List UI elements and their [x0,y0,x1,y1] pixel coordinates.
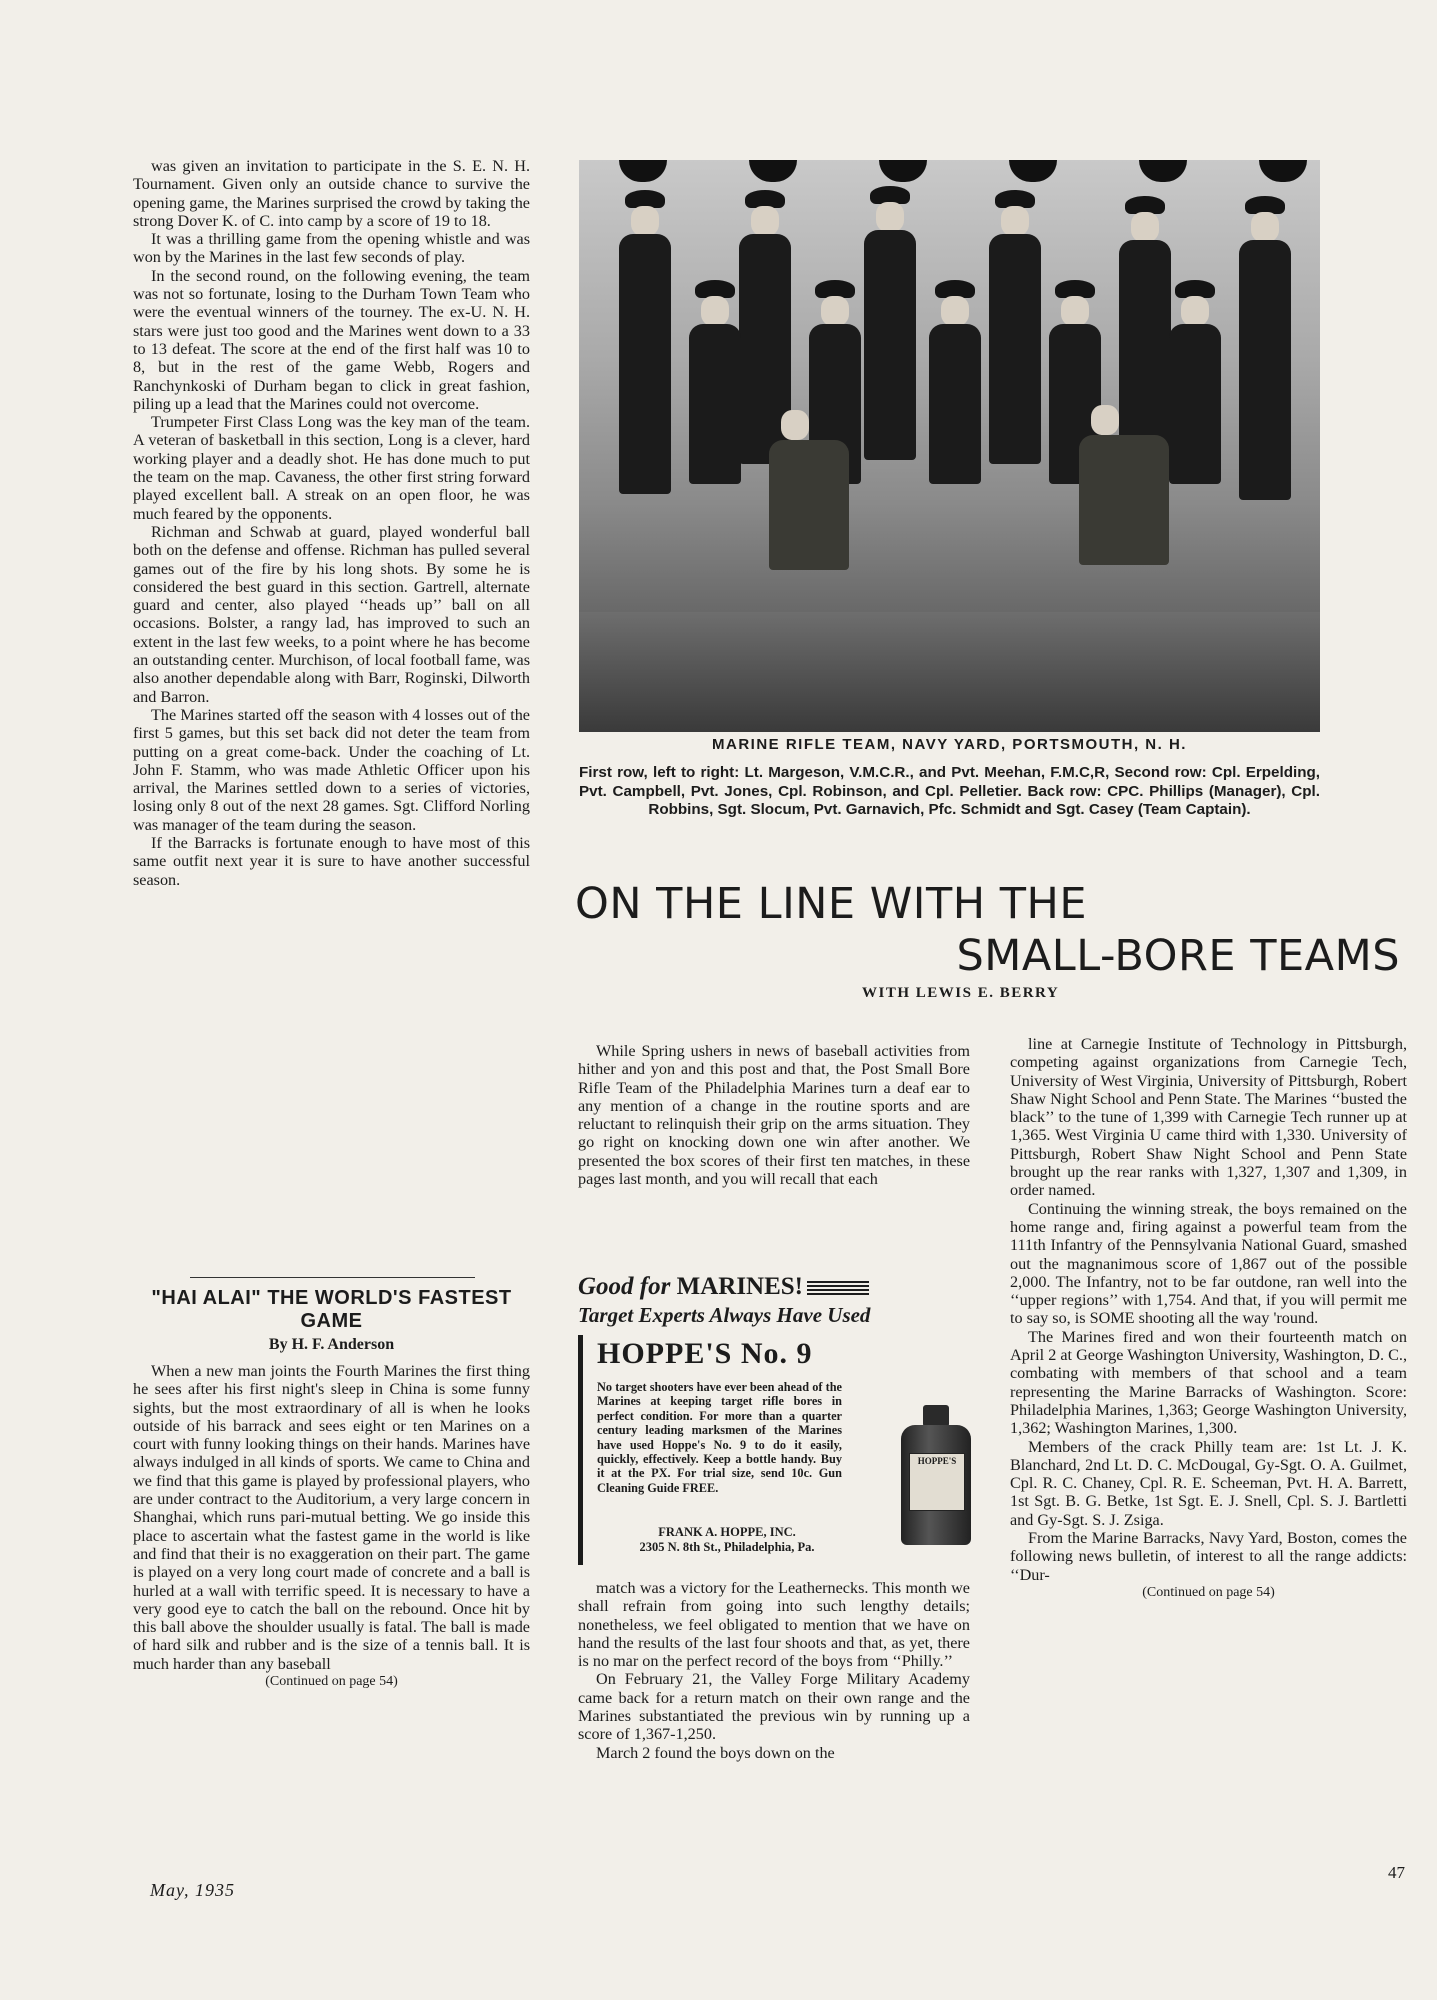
bottle-label: HOPPE'S [909,1453,965,1511]
ad-headline-prefix: Good for [578,1273,671,1300]
ad-headline-marines: MARINES! [676,1273,804,1300]
article-middle-column-bottom [578,1579,970,1849]
left-column-article [133,157,530,1257]
continued-note: (Continued on page 54) [1142,1584,1275,1600]
page-number: 47 [1388,1863,1405,1882]
bottle-icon [901,1405,971,1545]
section-divider [190,1277,475,1278]
ad-product-name: HOPPE'S No. 9 [597,1337,813,1370]
hai-alai-byline: By H. F. Anderson [268,1336,395,1353]
paragraph: While Spring ushers in news of baseball activities from hither and yon and this post and that, the Post Small Bore Rifle Team of the Philadelphia Marines turn a deaf ear to any mention of a change in the routine sports and are reluctant to relinquish their grip on the arms situation. They go right on knocking down one win after another. We presented the box scores of their first ten matches, in these pages last month, and you will recall that each [578,1042,970,1189]
ceiling-lamp-icon [749,160,797,182]
rifle-team-photo [579,160,1320,732]
ad-company: FRANK A. HOPPE, INC. [658,1525,796,1539]
ceiling-lamp-icon [619,160,667,182]
paragraph: Members of the crack Philly team are: 1st Lt. J. K. Blanchard, 2nd Lt. D. C. McDougal, Gy-Sgt. O. A. Guilmet, Cpl. R. C. Chaney, Cpl. R. E. Scheeman, Pvt. H. A. Barrett, 1st Sgt. B. G. Betke, 1st Sgt. E. J. Snell, Cpl. S. J. Bartletti and Gy-Sgt. S. J. Zsiga. [1010,1437,1407,1529]
paragraph: In the second round, on the following evening, the team was not so fortunate, losing to the Durham Town Team who were the eventual winners of the tourney. The ex-U. N. H. stars were just too good and the Marines went down to a 33 to 13 defeat. The score at the end of the first half was 10 to 8, but in the rest of the game Webb, Rogers and Ranchynkoski of Durham began to click in great fashion, piling up a lead that the Marines could not overcome. [133,266,530,413]
article-headline-line1: ON THE LINE WITH THE [575,879,1087,929]
paragraph: The Marines started off the season with 4 losses out of the first 5 games, but this set back did not deter the team from putting on a great come-back. Under the coaching of Lt. John F. Stamm, who was made Athletic Officer upon his arrival, the Marines settled down to a series of victories, losing only 8 out of the next 28 games. Sgt. Clifford Norling was manager of the team during the season. [133,705,530,834]
paragraph: From the Marine Barracks, Navy Yard, Boston, comes the following news bulletin, of interest to all the range addicts: ‘‘Dur- [1010,1529,1407,1584]
paragraph: Continuing the winning streak, the boys remained on the home range and, firing against a powerful team from the 111th Infantry of the Pennsylvania National Guard, smashed out the magnanimous score of 1,867 out of the possible 2,000. The Infantry, not to be far outdone, ran well into the ‘‘upper regions’’ with 1,754. And that, if you will permit me to say so, is SOME shooting all the way 'round. [1010,1199,1407,1328]
ceiling-lamp-icon [1259,160,1307,182]
article-headline-line2: SMALL-BORE TEAMS [956,931,1400,981]
photo-names-caption: First row, left to right: Lt. Margeson, V.M.C.R., and Pvt. Meehan, F.M.C,R, Second row: Cpl. Erpelding, Pvt. Campbell, Pvt. Jones, Cpl. Robinson, and Cpl. Pelletier. Back row: CPC. Phillips (Manager), Cpl. Robbins, Sgt. Slocum, Pvt. Garnavich, Pfc. Schmidt and Sgt. Casey (Team Captain). [579,764,1320,819]
photo-caption: MARINE RIFLE TEAM, NAVY YARD, PORTSMOUTH, N. H. [712,736,1187,753]
ad-address: 2305 N. 8th St., Philadelphia, Pa. [639,1540,815,1554]
hoppes-advertisement [578,1273,973,1573]
photo-floor [579,612,1320,732]
continued-note: (Continued on page 54) [265,1674,398,1690]
article-byline: WITH LEWIS E. BERRY [862,985,1060,1001]
hai-alai-body [133,1362,530,1842]
paragraph: Richman and Schwab at guard, played wonderful ball both on the defense and offense. Richman has pulled several games out of the fire by his long shots. By some he is considered the best guard in this section. Gartrell, alternate guard and center, also played ‘‘heads up’’ ball on all occasions. Bolster, a rangy lad, has improved to such an extent in the last few weeks, to a point where he has become an outstanding center. Murchison, of local football fame, was also another dependable along with Barr, Roginski, Dilworth and Barron. [133,522,530,706]
ad-headline [578,1273,973,1301]
ad-rule-lines [807,1281,869,1295]
article-middle-column-top [578,1042,970,1256]
article-right-column [1010,1035,1407,1855]
ceiling-lamp-icon [879,160,927,182]
ad-body-text: No target shooters have ever been ahead of the Marines at keeping target rifle bores in perfect condition. For more than a quarter century leading marksmen of the Marines have used Hoppe's No. 9 to do it easily, quickly, effectively. Keep a bottle handy. Buy it at the PX. For trial size, send 10c. Gun Cleaning Guide FREE. [597,1380,842,1495]
hai-alai-title: "HAI ALAI" THE WORLD'S FASTEST GAME [151,1287,512,1332]
paragraph: line at Carnegie Institute of Technology in Pittsburgh, competing against organizations from Carnegie Tech, University of West Virginia, University of Pittsburgh, Robert Shaw Night School and Penn State. The Marines ‘‘busted the black’’ to the tune of 1,399 with Carnegie Tech runner up at 1,365. West Virginia U came third with 1,330. University of Pittsburgh, Robert Shaw Night School and Penn State brought up the rear ranks with 1,327, 1,307 and 1,309, in order named. [1010,1035,1407,1200]
paragraph: On February 21, the Valley Forge Military Academy came back for a return match on their own range and the Marines substantiated the previous win by running up a score of 1,367-1,250. [578,1670,970,1744]
paragraph: When a new man joints the Fourth Marines the first thing he sees after his first night's sleep in China is some funny sights, but the most extraordinary of all is when he looks outside of his barrack and sees eight or ten Marines on a court with funny looking things on their hands. Marines have always indulged in all kinds of sports. We came to China and we find that this game is played by professional players, who are under contract to the Auditorium, a very large concern in Shanghai, which runs pari-mutual betting. We go inside this place to ascertain what the fastest game in the world is like and find that their is no exaggeration on their part. The game is played on a very long court made of concrete and a ball is hurled at a wall with terrific speed. It is necessary to have a very good eye to catch the ball on the rebound. Once hit by this ball above the shoulder usually is fatal. The ball is made of hard silk and rubber and is the size of a tennis ball. It is much harder than any baseball [133,1362,530,1673]
footer-date: May, 1935 [150,1880,235,1900]
paragraph: Trumpeter First Class Long was the key man of the team. A veteran of basketball in this section, Long is a clever, hard working player and a deadly shot. He has done much to put the team on the map. Cavaness, the other first string forward played excellent ball. A streak on an open floor, he was much feared by the opponents. [133,413,530,523]
ad-box [578,1335,963,1565]
ceiling-lamp-icon [1139,160,1187,182]
paragraph: If the Barracks is fortunate enough to have most of this same outfit next year it is sure to have another successful season. [133,833,530,889]
paragraph: was given an invitation to participate in the S. E. N. H. Tournament. Given only an outside chance to survive the opening game, the Marines surprised the crowd by taking the strong Dover K. of C. into camp by a score of 19 to 18. [133,157,530,230]
paragraph: March 2 found the boys down on the [596,1743,835,1762]
paragraph: The Marines fired and won their fourteenth match on April 2 at George Washington University, Washington, D. C., combating with members of that school and a team representing the Marine Barracks of Washington. Score: Philadelphia Marines, 1,363; George Washington University, 1,362; Washington Marines, 1,300. [1010,1327,1407,1438]
paragraph: It was a thrilling game from the opening whistle and was won by the Marines in the last few seconds of play. [133,230,530,267]
ceiling-lamp-icon [1009,160,1057,182]
ad-subheadline: Target Experts Always Have Used [578,1303,871,1327]
paragraph: match was a victory for the Leathernecks. This month we shall refrain from going into such lengthy details; nonetheless, we feel obligated to mention that we have on hand the results of the last four shoots and that, as yet, there is no mar on the perfect record of the boys from ‘‘Philly.’’ [578,1579,970,1671]
